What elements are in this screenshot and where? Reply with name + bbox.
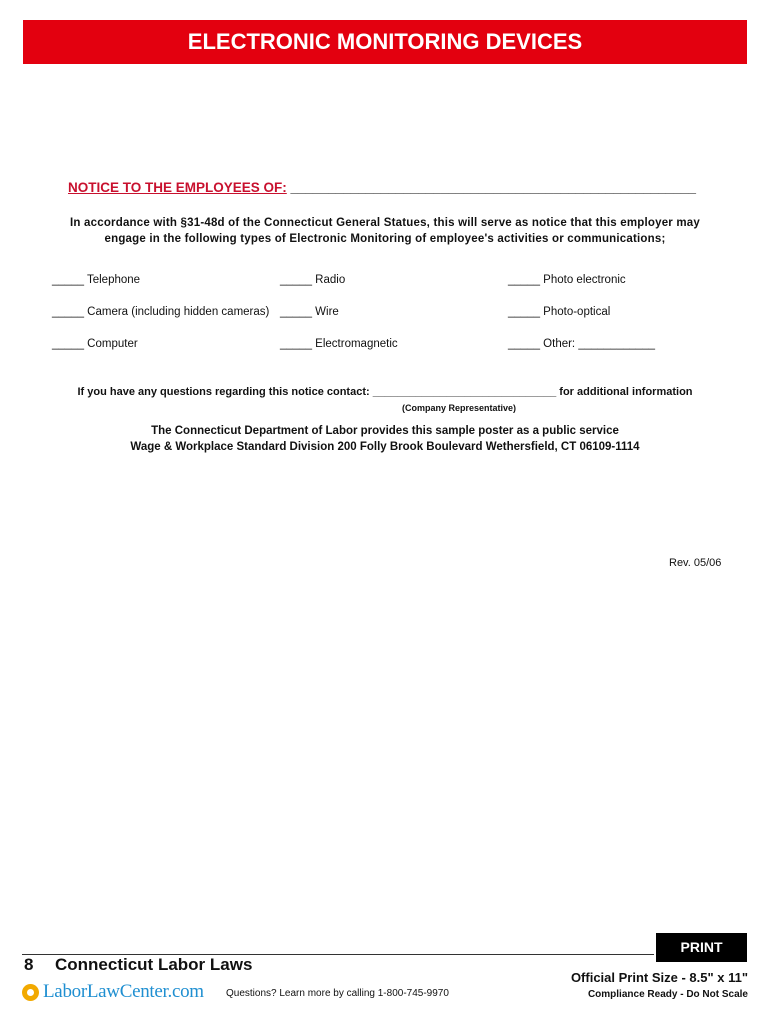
notice-heading	[68, 180, 696, 195]
option-camera: _____ Camera (including hidden cameras)	[52, 306, 270, 318]
revision-label: Rev. 05/06	[669, 557, 722, 569]
page-banner-title: ELECTRONIC MONITORING DEVICES	[23, 20, 747, 64]
print-button[interactable]: PRINT	[656, 933, 747, 962]
provided-by-line-2: Wage & Workplace Standard Division 200 Folly Brook Boulevard Wethersfield, CT 06109-1114	[130, 441, 640, 453]
option-computer: _____ Computer	[52, 338, 138, 350]
intro-paragraph	[40, 215, 730, 247]
notice-label: NOTICE TO THE EMPLOYEES OF:	[68, 180, 287, 195]
option-telephone: _____ Telephone	[52, 274, 141, 286]
logo-circle-icon	[22, 984, 39, 1001]
contact-line: If you have any questions regarding this notice contact: ______________________________ for additional information	[77, 386, 693, 398]
option-photo-optical: _____ Photo-optical	[508, 306, 611, 318]
option-other: _____ Other: ____________	[508, 338, 656, 350]
option-wire: _____ Wire	[280, 306, 339, 318]
print-size-label: Official Print Size - 8.5" x 11"	[570, 970, 748, 985]
provided-by-block	[20, 423, 750, 455]
laborlawcenter-logo[interactable]	[22, 980, 204, 1004]
option-electromagnetic: _____ Electromagnetic	[280, 338, 398, 350]
employer-name-blank: ______________________________________________________	[286, 180, 696, 195]
page-title: Connecticut Labor Laws	[55, 955, 253, 974]
page-number: 8	[24, 955, 34, 974]
questions-text: Questions? Learn more by calling 1-800-745-9970	[226, 988, 449, 999]
provided-by-line-1: The Connecticut Department of Labor provides this sample poster as a public service	[151, 425, 619, 437]
compliance-label: Compliance Ready - Do Not Scale	[587, 989, 748, 1000]
option-photo-electronic: _____ Photo electronic	[508, 274, 626, 286]
logo-text: LaborLawCenter.com	[43, 981, 204, 1002]
intro-line-2: engage in the following types of Electronic Monitoring of employee's activities or communications;	[104, 233, 666, 245]
option-radio: _____ Radio	[280, 274, 346, 286]
company-rep-label: (Company Representative)	[402, 403, 517, 413]
intro-line-1: In accordance with §31-48d of the Connecticut General Statues, this will serve as notice that this employer may	[70, 217, 700, 229]
